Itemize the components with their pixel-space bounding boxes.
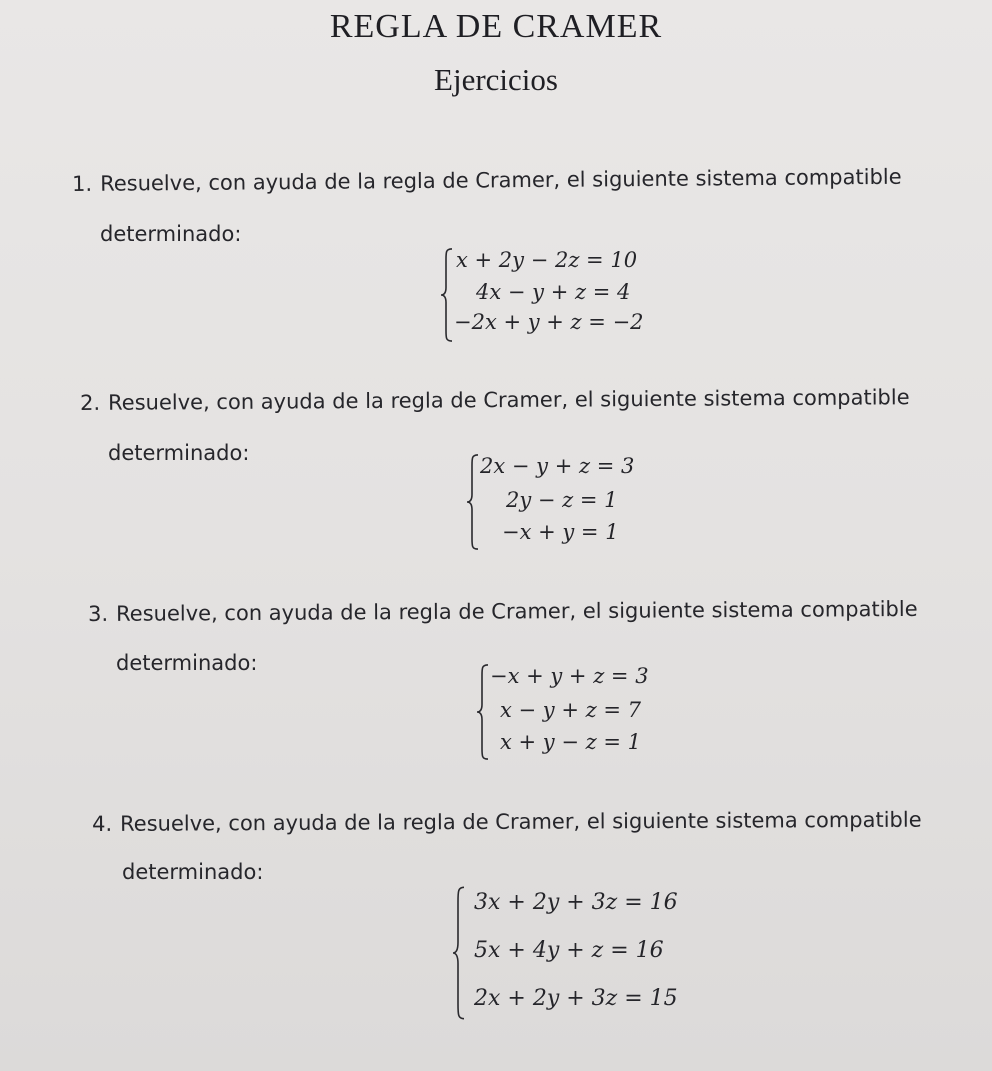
exercise-1-brace bbox=[440, 248, 454, 342]
exercise-2-continuation: determinado: bbox=[108, 441, 250, 465]
page-subtitle: Ejercicios bbox=[434, 62, 558, 97]
exercise-2-brace bbox=[466, 454, 480, 550]
exercise-1-number: 1. bbox=[71, 171, 93, 196]
exercise-2-equation-1: 2x − y + z = 3 bbox=[480, 454, 635, 478]
exercise-3-continuation: determinado: bbox=[116, 651, 258, 675]
exercise-3-equation-3: x + y − z = 1 bbox=[500, 730, 641, 754]
exercise-1-equation-3: −2x + y + z = −2 bbox=[454, 310, 644, 334]
exercise-4-text: Resuelve, con ayuda de la regla de Cramer, el siguiente sistema compatible bbox=[120, 807, 922, 836]
exercise-2-number: 2. bbox=[79, 390, 101, 415]
exercise-3-brace bbox=[476, 664, 490, 760]
exercise-1-equation-2: 4x − y + z = 4 bbox=[476, 280, 631, 304]
exercise-4-brace bbox=[452, 886, 466, 1020]
exercise-4-equation-2: 5x + 4y + z = 16 bbox=[474, 938, 664, 963]
exercise-4-equation-3: 2x + 2y + 3z = 15 bbox=[474, 986, 678, 1011]
exercise-2-system bbox=[466, 454, 676, 550]
exercise-1-system bbox=[440, 248, 680, 342]
exercise-1-prompt bbox=[71, 164, 902, 196]
exercise-1-equation-1: x + 2y − 2z = 10 bbox=[456, 248, 638, 272]
exercise-4-number: 4. bbox=[91, 811, 113, 836]
exercise-2-equation-2: 2y − z = 1 bbox=[506, 488, 618, 512]
exercise-3-system bbox=[476, 664, 686, 760]
exercise-1-continuation: determinado: bbox=[100, 222, 242, 246]
exercise-3-text: Resuelve, con ayuda de la regla de Cramer, el siguiente sistema compatible bbox=[116, 596, 918, 626]
exercise-4-prompt bbox=[91, 807, 922, 836]
exercise-1-text: Resuelve, con ayuda de la regla de Cramer, el siguiente sistema compatible bbox=[100, 164, 902, 196]
exercise-2-prompt bbox=[80, 387, 910, 414]
exercise-4-continuation: determinado: bbox=[122, 860, 264, 884]
exercise-3-prompt bbox=[87, 596, 918, 626]
exercise-3-number: 3. bbox=[87, 601, 109, 626]
exercise-4-system bbox=[452, 886, 712, 1020]
exercise-2-equation-3: −x + y = 1 bbox=[502, 520, 619, 544]
exercise-3-equation-2: x − y + z = 7 bbox=[500, 698, 641, 722]
exercise-4-equation-1: 3x + 2y + 3z = 16 bbox=[474, 890, 678, 915]
exercise-2-text: Resuelve, con ayuda de la regla de Cramer, el siguiente sistema compatible bbox=[108, 385, 910, 415]
exercise-3-equation-1: −x + y + z = 3 bbox=[490, 664, 649, 688]
page-title: REGLA DE CRAMER bbox=[329, 8, 663, 45]
